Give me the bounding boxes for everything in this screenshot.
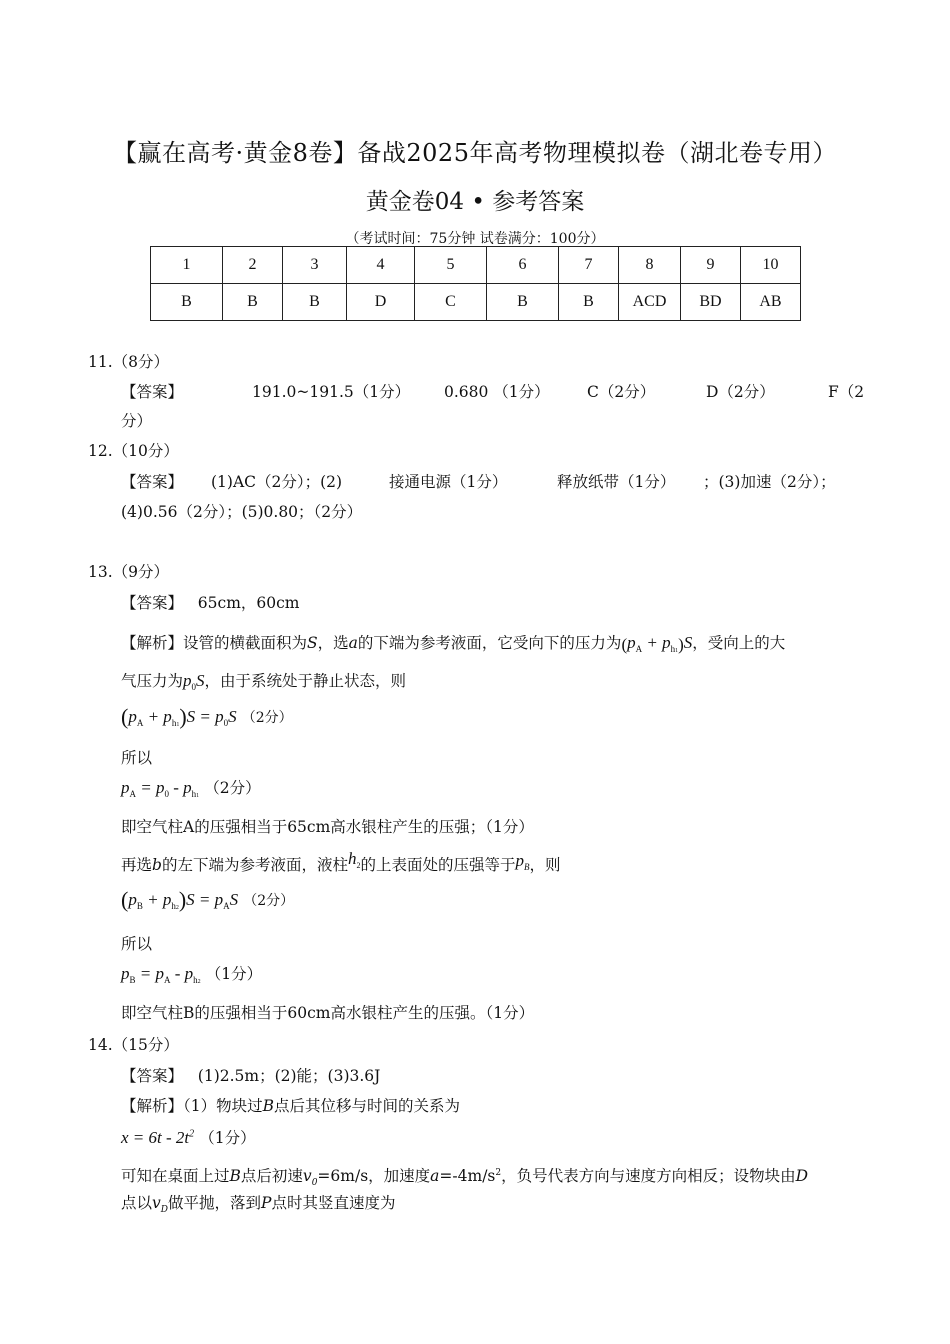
text-run: S bbox=[307, 634, 318, 652]
q13-so-2: 所以 bbox=[121, 935, 153, 953]
q11-answer-2: 0.680 （1分） bbox=[444, 383, 550, 401]
exam-info: （考试时间：75分钟 试卷满分：100分） bbox=[345, 231, 605, 247]
text-run: 做平抛，落到 bbox=[168, 1194, 262, 1212]
text-run: D bbox=[795, 1167, 809, 1186]
table-cell: 4 bbox=[347, 247, 415, 284]
q11-answer-4: D（2分） bbox=[706, 383, 775, 401]
q12-answer-line2: (4)0.56（2分）；(5)0.80；（2分） bbox=[121, 503, 363, 521]
paper-title: 【赢在高考·黄金8卷】备战2025年高考物理模拟卷（湖北卷专用） bbox=[113, 139, 837, 167]
q14-analysis-line1 bbox=[121, 1096, 460, 1116]
table-row-answers bbox=[151, 284, 801, 321]
inline-formula-h2: $h_2$ bbox=[347, 849, 361, 870]
q14-heading: 14.（15分） bbox=[88, 1036, 179, 1054]
text-run: ，选 bbox=[317, 634, 349, 652]
inline-formula-pb: $p_B$ bbox=[515, 851, 530, 872]
table-cell: C bbox=[415, 284, 487, 321]
text-run: 点以 bbox=[121, 1194, 153, 1212]
table-cell: 1 bbox=[151, 247, 223, 284]
q14-analysis-line2: 可知在桌面上过B点后初速$v_0=6m/s$，加速度$a=-4m/s^2$，负号代表方向与速度方向相反；设物块由D bbox=[121, 1167, 809, 1189]
q12-answer-4: ；(3)加速（2分）； bbox=[703, 473, 836, 491]
q12-answer-1: (1)AC（2分）；(2) bbox=[211, 473, 343, 491]
q14-answer-line bbox=[121, 1066, 380, 1086]
inline-formula-pa-ph1-s: $(p_A + p_{h1})S$ bbox=[621, 633, 693, 654]
table-cell: ACD bbox=[619, 284, 681, 321]
formula: $(p_B + p_{h2})S = p_AS$ bbox=[121, 887, 239, 912]
table-cell: AB bbox=[741, 284, 801, 321]
text-run: =-4m/s bbox=[439, 1167, 496, 1186]
text-run: ，负号代表方向与速度方向相反；设物块由 bbox=[501, 1167, 796, 1186]
text-run: 气压力为 bbox=[121, 672, 184, 690]
text-run: 点后其位移与时间的关系为 bbox=[274, 1097, 461, 1115]
text-run: P bbox=[261, 1194, 272, 1212]
score: （2分） bbox=[243, 893, 295, 909]
formula: $(p_A + p_{h1})S = p_0S$ bbox=[121, 704, 237, 729]
q14-analysis-label: 【解析】 bbox=[121, 1097, 184, 1115]
table-cell: 8 bbox=[619, 247, 681, 284]
text-run: （1）物块过 bbox=[183, 1097, 263, 1115]
table-cell: 9 bbox=[681, 247, 741, 284]
text-run: 的下端为参考液面，它受向下的压力为 bbox=[357, 634, 622, 652]
table-cell: 5 bbox=[415, 247, 487, 284]
q12-answer-label: 【答案】 bbox=[121, 473, 184, 491]
inline-var-vd: $v_D$ bbox=[152, 1194, 168, 1216]
q12-answer-3: 释放纸带（1分） bbox=[557, 473, 676, 491]
q13-equation-2 bbox=[121, 778, 261, 798]
q11-answer-5-cont: 分） bbox=[121, 412, 153, 430]
table-cell: 6 bbox=[487, 247, 559, 284]
text-run: ，受向上的大 bbox=[692, 634, 786, 652]
q13-equation-4 bbox=[121, 964, 262, 984]
q13-so-1: 所以 bbox=[121, 749, 153, 767]
q13-equation-3 bbox=[121, 885, 294, 911]
text-run: b bbox=[152, 856, 162, 874]
table-cell: B bbox=[559, 284, 619, 321]
q14-answer: (1)2.5m；(2)能；(3)3.6J bbox=[197, 1067, 381, 1085]
text-run: ，则 bbox=[529, 856, 561, 874]
text-run: 的上表面处的压强等于 bbox=[360, 856, 516, 874]
q13-answer: 65cm，60cm bbox=[197, 594, 300, 612]
formula: $p_A = p_0 - p_{h1}$ bbox=[121, 778, 200, 799]
inline-formula-p0s: $p_0S$ bbox=[183, 671, 205, 692]
inline-var-v0: $v_0$ bbox=[302, 1167, 318, 1189]
q11-answer-3: C（2分） bbox=[587, 383, 656, 401]
q11-answer-label: 【答案】 bbox=[121, 383, 184, 401]
formula: $p_B = p_A - p_{h2}$ bbox=[121, 964, 201, 985]
q12-answer-2: 接通电源（1分） bbox=[389, 473, 508, 491]
q13-answer-line bbox=[121, 593, 300, 613]
table-cell: D bbox=[347, 284, 415, 321]
table-cell: 3 bbox=[283, 247, 347, 284]
q11-answer-5: F（2 bbox=[828, 383, 865, 401]
q13-analysis-line1 bbox=[121, 633, 785, 657]
text-run: a bbox=[430, 1167, 440, 1186]
score: （2分） bbox=[204, 779, 261, 797]
q13-analysis-line2 bbox=[121, 671, 406, 693]
text-run: =6m/s，加速度 bbox=[317, 1167, 431, 1186]
q13-analysis-label: 【解析】 bbox=[121, 634, 184, 652]
score: （1分） bbox=[199, 1129, 256, 1147]
table-cell: BD bbox=[681, 284, 741, 321]
formula: $x = 6t - 2t^2$ bbox=[121, 1128, 195, 1147]
q13-analysis-line3 bbox=[121, 849, 561, 878]
text-run: B bbox=[262, 1097, 275, 1115]
text-run: 可知在桌面上过 bbox=[121, 1167, 230, 1186]
score: （1分） bbox=[205, 965, 263, 983]
text-run: 再选 bbox=[121, 856, 153, 874]
table-row-numbers bbox=[151, 247, 801, 284]
q13-answer-label: 【答案】 bbox=[121, 594, 184, 612]
answer-table bbox=[150, 246, 801, 321]
table-cell: B bbox=[487, 284, 559, 321]
text-run: 的左下端为参考液面，液柱 bbox=[161, 856, 348, 874]
q13-equation-1 bbox=[121, 702, 293, 728]
text-run: 点后初速 bbox=[240, 1167, 303, 1186]
text-run: a bbox=[348, 634, 358, 652]
table-cell: 7 bbox=[559, 247, 619, 284]
text-run: 点时其竖直速度为 bbox=[271, 1194, 396, 1212]
q11-heading: 11.（8分） bbox=[88, 353, 170, 371]
q14-answer-label: 【答案】 bbox=[121, 1067, 184, 1085]
text-run: 设管的横截面积为 bbox=[183, 634, 308, 652]
table-cell: 2 bbox=[223, 247, 283, 284]
q12-heading: 12.（10分） bbox=[88, 442, 179, 460]
q14-equation-1 bbox=[121, 1128, 256, 1148]
q14-analysis-line3 bbox=[121, 1193, 395, 1220]
text-run: B bbox=[229, 1167, 241, 1186]
q13-conclusion-a: 即空气柱A的压强相当于65cm高水银柱产生的压强；（1分） bbox=[121, 818, 534, 836]
text-run: ，由于系统处于静止状态，则 bbox=[204, 672, 407, 690]
paper-subtitle: 黄金卷04 • 参考答案 bbox=[365, 189, 585, 215]
table-cell: 10 bbox=[741, 247, 801, 284]
table-cell: B bbox=[283, 284, 347, 321]
score: （2分） bbox=[241, 710, 293, 726]
q13-conclusion-b: 即空气柱B的压强相当于60cm高水银柱产生的压强。（1分） bbox=[121, 1004, 535, 1022]
table-cell: B bbox=[151, 284, 223, 321]
q11-answer-1: 191.0~191.5（1分） bbox=[252, 383, 411, 401]
q13-heading: 13.（9分） bbox=[88, 563, 170, 581]
table-cell: B bbox=[223, 284, 283, 321]
